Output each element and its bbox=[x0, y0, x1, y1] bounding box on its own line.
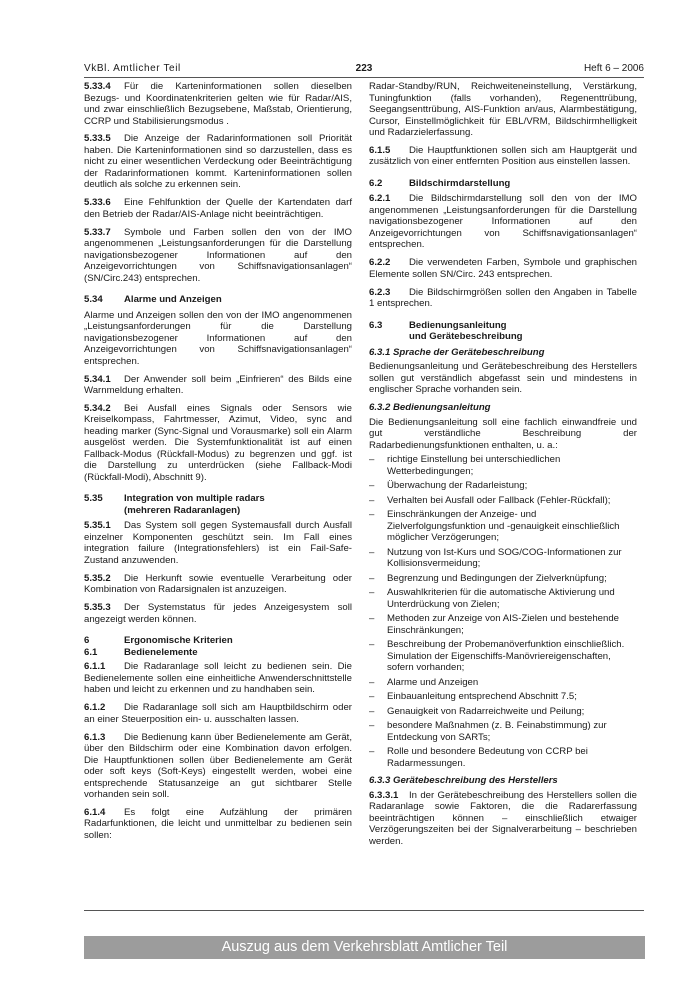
paragraph-number: 6.1.2 bbox=[84, 702, 106, 714]
section-title: Integration von multiple radars bbox=[124, 493, 265, 505]
paragraph-text: Die Hauptfunktionen sollen sich am Hauptgerät und zusätzlich von einer entfernten Position aus einstellen lassen. bbox=[369, 144, 637, 168]
paragraph bbox=[369, 193, 637, 251]
paragraph-text: Radar-Standby/RUN, Reichweiteneinstellung, Verstärkung, Tuningfunktion (falls vorhanden), Regenenttrübung, Seegangsenttrübung, AIS-Funktion an/aus, Alarmbestätigung, Cursor, Einstellmöglichkeit für EBL/VRM, Bildschirmhelligkeit und Radarzielerfassung. bbox=[369, 81, 637, 138]
list-item: – Beschreibung der Probemanöverfunktion einschließlich. Simulation der Eigenschiffs-Manövriereigenschaften, sofern vorhanden; bbox=[369, 639, 637, 674]
paragraph bbox=[369, 287, 637, 310]
paragraph-text: Die Radaranlage soll sich am Hauptbildschirm oder an einer Steuerposition ein- u. ausschalten lassen. bbox=[84, 702, 352, 725]
subsection-heading: 6.3.3 Gerätebeschreibung des Herstellers bbox=[369, 775, 558, 787]
paragraph bbox=[84, 661, 352, 696]
paragraph bbox=[84, 403, 352, 484]
paragraph-text: Die Bedienungsanleitung soll eine fachlich einwandfreie und gut verständliche Beschreibung der Radarbedienungsfunktionen enthalten, u. a.: bbox=[369, 416, 637, 451]
paragraph-text: Die Radaranlage soll leicht zu bedienen sein. Die Bedienelemente sollen eine einheitliche Anwenderschnittstelle haben und leicht zu erkennen und zu handhaben sein. bbox=[84, 661, 352, 696]
section-heading bbox=[84, 493, 352, 516]
paragraph-number: 5.34.1 bbox=[84, 373, 111, 385]
paragraph-number: 5.33.7 bbox=[84, 226, 111, 238]
paragraph-text: Die Bildschirmdarstellung soll den von der IMO angenommenen „Leistungsanforderungen für die Darstellung navigationsbezogener Informationen auf den Anzeigevorrichtungen von Schiffsnavigationsanlagen“ entsprechen. bbox=[369, 193, 637, 251]
footer-rule bbox=[84, 910, 644, 911]
paragraph-number: 5.33.6 bbox=[84, 197, 111, 209]
paragraph-text: Für die Karteninformationen sollen dieselben Bezugs- und Koordinatenkriterien gelten wie für Radar/AIS, und zwar einschließlich Bezugsebene, Maßstab, Orientierung, CCRP und Stabilisierungsmodus . bbox=[84, 81, 352, 127]
paragraph-text: Eine Fehlfunktion der Quelle der Kartendaten darf den Betrieb der Radar/AIS-Anlage nicht beeinträchtigen. bbox=[84, 197, 352, 220]
paragraph-text: Die verwendeten Farben, Symbole und graphischen Elemente sollen SN/Circ. 243 entsprechen. bbox=[369, 257, 637, 280]
paragraph-text: Die Bildschirmgrößen sollen den Angaben in Tabelle 1 entsprechen. bbox=[369, 286, 637, 310]
paragraph-text: Die Anzeige der Radarinformationen soll Priorität haben. Die Karteninformationen sind so darzustellen, dass es nicht zu einer wesentlichen Verdeckung oder Beeinträchtigung der Radarinformationen kommt. Karteninformationen sollen deutlich als solche zu erkennen sein. bbox=[84, 133, 352, 191]
list-item: – Alarme und Anzeigen bbox=[369, 677, 637, 689]
section-title: Bedienelemente bbox=[124, 646, 198, 658]
header-rule bbox=[84, 77, 644, 78]
paragraph-number: 5.35.2 bbox=[84, 572, 111, 584]
paragraph bbox=[369, 790, 637, 848]
list-item: – Einbauanleitung entsprechend Abschnitt 7.5; bbox=[369, 691, 637, 703]
list-item: – Verhalten bei Ausfall oder Fallback (Fehler-Rückfall); bbox=[369, 495, 637, 507]
section-number: 5.34 bbox=[84, 294, 103, 306]
paragraph bbox=[84, 197, 352, 220]
issue-label: Heft 6 – 2006 bbox=[583, 63, 644, 74]
paragraph-text: Symbole und Farben sollen den von der IMO angenommenen „Leistungsanforderungen für die Darstellung navigationsbezogener Informationen auf den Anzeigevorrichtungen von Schiffsnavigationsanlagen“ (SN/Circ.243) entsprechen. bbox=[84, 226, 352, 284]
list-item: – richtige Einstellung bei unterschiedlichen Wetterbedingungen; bbox=[369, 454, 637, 477]
paragraph-text: Bei Ausfall eines Signals oder Sensors wie Kreiselkompass, Fahrtmesser, Azimut, Video, sync and heading marker (Sync-Signal und Vorausmarke) soll ein Alarm ausgelöst werden. Die Systemfunktionalität ist auf einen Fallback-Modus (Rückfall-Modus) zu begrenzen und ggf. ist die Darstellung zu unterdrücken (siehe Fallback-Modi (Rückfall-Modi), Abschnitt 9). bbox=[84, 402, 352, 483]
paragraph-number: 6.3.3.1 bbox=[369, 789, 399, 801]
paragraph bbox=[84, 573, 352, 596]
list-item: – Begrenzung und Bedingungen der Zielverknüpfung; bbox=[369, 573, 637, 585]
paragraph-text: Die Bedienung kann über Bedienelemente am Gerät, über den Bildschirm oder eine Kombination davon erfolgen. Die Hauptfunktionen sollen über Bedienelemente am Gerät oder soft keys (Soft-Keys) eingestellt werden, wobei eine entsprechende Statusanzeige an gut sichtbarer Stelle vorhanden sein soll. bbox=[84, 731, 352, 801]
paragraph bbox=[84, 81, 352, 127]
list-item: – Überwachung der Radarleistung; bbox=[369, 480, 637, 492]
section-title: Bildschirmdarstellung bbox=[409, 177, 511, 189]
subsection-heading: 6.3.2 Bedienungsanleitung bbox=[369, 402, 491, 414]
paragraph bbox=[84, 227, 352, 285]
paragraph bbox=[84, 520, 352, 566]
paragraph-number: 5.34.2 bbox=[84, 402, 111, 414]
section-title-line2: (mehreren Radaranlagen) bbox=[124, 504, 241, 516]
paragraph-text: Der Systemstatus für jedes Anzeigesystem soll angezeigt werden können. bbox=[84, 602, 352, 625]
section-heading bbox=[84, 647, 352, 659]
section-title-line2: und Gerätebeschreibung bbox=[409, 331, 523, 343]
paragraph-text: Bedienungsanleitung und Gerätebeschreibung des Herstellers sollen gut verständlich abgefasst sein und mindestens in englischer Sprache vorhanden sein. bbox=[369, 361, 637, 396]
paragraph-number: 6.1.5 bbox=[369, 144, 391, 156]
paragraph bbox=[369, 361, 637, 396]
paragraph bbox=[84, 702, 352, 725]
paragraph bbox=[84, 602, 352, 625]
paragraph-text: Der Anwender soll beim „Einfrieren“ des Bilds eine Warnmeldung erhalten. bbox=[84, 373, 352, 397]
paragraph-number: 6.1.3 bbox=[84, 731, 106, 743]
page-header bbox=[84, 62, 644, 76]
section-number: 6.2 bbox=[369, 177, 383, 189]
left-column bbox=[84, 81, 352, 848]
paragraph bbox=[369, 81, 637, 139]
paragraph-number: 5.35.3 bbox=[84, 602, 111, 614]
section-number: 5.35 bbox=[84, 493, 103, 505]
paragraph bbox=[84, 374, 352, 397]
list-item: – Methoden zur Anzeige von AIS-Zielen und bestehende Einschränkungen; bbox=[369, 613, 637, 636]
paragraph bbox=[369, 417, 637, 452]
list-item: – Auswahlkriterien für die automatische Aktivierung und Unterdrückung von Zielen; bbox=[369, 587, 637, 610]
paragraph bbox=[369, 145, 637, 168]
right-column bbox=[369, 81, 637, 853]
section-title: Alarme und Anzeigen bbox=[124, 294, 222, 306]
paragraph-text: Es folgt eine Aufzählung der primären Radarfunktionen, die leicht und unmittelbar zu bedienen sein sollen: bbox=[84, 806, 352, 841]
paragraph-number: 6.2.3 bbox=[369, 286, 391, 298]
paragraph-text: Die Herkunft sowie eventuelle Verarbeitung oder Kombination von Radarsignalen ist anzuzeigen. bbox=[84, 572, 352, 596]
section-heading bbox=[369, 178, 637, 190]
chapter-number: 6 bbox=[84, 635, 90, 647]
section-title: Bedienungsanleitung bbox=[409, 319, 507, 331]
chapter-heading bbox=[84, 635, 352, 647]
section-heading bbox=[369, 320, 637, 343]
paragraph-text: Das System soll gegen Systemausfall durch Ausfall einzelner Komponenten geschützt sein. Im Fall eines integration failure (Integrationsfehlers) ist ein Fail-Safe-Zustand anzuwenden. bbox=[84, 520, 352, 566]
paragraph-text: In der Gerätebeschreibung des Herstellers sollen die Radaranlage sowie Faktoren, die die Radarerfassung beeinträchtigen können – einschließlich etwaiger Verzögerungszeiten bei der Signalverarbeitung – beschrieben werden. bbox=[369, 789, 637, 847]
paragraph bbox=[369, 257, 637, 280]
page-number: 223 bbox=[355, 63, 373, 74]
list-item: – Einschränkungen der Anzeige- und Zielverfolgungsfunktion und -genauigkeit einschließlich möglicher Verzögerungen; bbox=[369, 509, 637, 544]
paragraph bbox=[84, 732, 352, 801]
chapter-title: Ergonomische Kriterien bbox=[124, 635, 233, 647]
paragraph-number: 5.35.1 bbox=[84, 520, 111, 532]
section-number: 6.1 bbox=[84, 646, 98, 658]
journal-title: VkBl. Amtlicher Teil bbox=[84, 63, 181, 74]
dash-list bbox=[369, 454, 637, 769]
paragraph-number: 6.2.1 bbox=[369, 193, 391, 205]
paragraph-number: 5.33.4 bbox=[84, 81, 111, 92]
paragraph-number: 6.2.2 bbox=[369, 257, 391, 269]
paragraph-number: 5.33.5 bbox=[84, 133, 111, 145]
paragraph bbox=[84, 133, 352, 191]
section-heading bbox=[84, 294, 352, 306]
paragraph bbox=[84, 310, 352, 368]
footer-banner: Auszug aus dem Verkehrsblatt Amtlicher Teil bbox=[84, 936, 645, 959]
list-item: – Genauigkeit von Radarreichweite und Peilung; bbox=[369, 706, 637, 718]
list-item: – besondere Maßnahmen (z. B. Feinabstimmung) zur Entdeckung von SARTs; bbox=[369, 720, 637, 743]
paragraph-number: 6.1.4 bbox=[84, 806, 106, 818]
subsection-heading: 6.3.1 Sprache der Gerätebeschreibung bbox=[369, 346, 545, 358]
section-number: 6.3 bbox=[369, 319, 383, 331]
paragraph bbox=[84, 807, 352, 842]
paragraph-text: Alarme und Anzeigen sollen den von der IMO angenommenen „Leistungsanforderungen für die Darstellung navigationsbezogener Informationen auf den Anzeigevorrichtungen von Schiffsnavigationsanlagen“ entsprechen. bbox=[84, 309, 352, 367]
paragraph-number: 6.1.1 bbox=[84, 661, 106, 673]
list-item: – Rolle und besondere Bedeutung von CCRP bei Radarmessungen. bbox=[369, 746, 637, 769]
list-item: – Nutzung von Ist-Kurs und SOG/COG-Informationen zur Kollisionsvermeidung; bbox=[369, 547, 637, 570]
